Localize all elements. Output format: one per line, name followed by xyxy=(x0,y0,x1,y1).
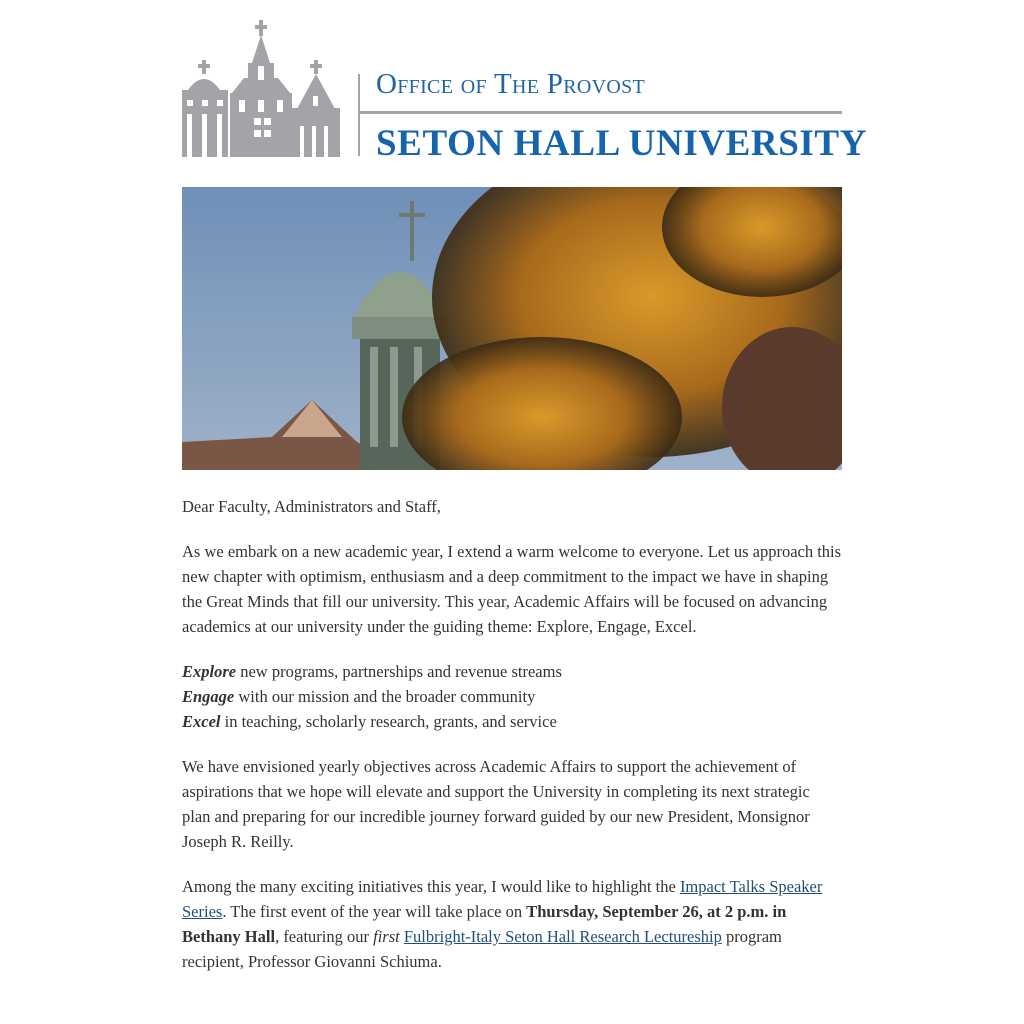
campus-chapel-photo xyxy=(182,187,842,470)
theme-explore: Explore new programs, partnerships and revenue streams xyxy=(182,662,562,681)
theme-engage: Engage with our mission and the broader community xyxy=(182,687,536,706)
provost-logo xyxy=(182,18,868,164)
theme-excel: Excel in teaching, scholarly research, grants, and service xyxy=(182,712,557,731)
greeting: Dear Faculty, Administrators and Staff, xyxy=(182,497,441,516)
objectives-paragraph: We have envisioned yearly objectives across Academic Affairs to support the achievement of aspirations that we hope will elevate and support the University in completing its next strategic plan and preparing for our incredible journey forward guided by our new President, Monsignor Joseph R. Reilly. xyxy=(182,757,810,851)
logo-divider xyxy=(358,74,360,156)
email-body xyxy=(182,494,842,994)
fulbright-lectureship-link[interactable]: Fulbright-Italy Seton Hall Research Lectureship xyxy=(403,927,722,946)
initiatives-paragraph: Among the many exciting initiatives this year, I would like to highlight the Impact Talks Speaker Series. The first event of the year will take place on Thursday, September 26, at 2 p.m. in Bethany Hall, featuring our first Fulbright-Italy Seton Hall Research Lectureship program recipient, Professor Giovanni Schiuma. xyxy=(182,877,823,971)
event-datetime: Thursday, September 26, at 2 p.m. in Bethany Hall xyxy=(182,902,787,946)
intro-paragraph: As we embark on a new academic year, I extend a warm welcome to everyone. Let us approach this new chapter with optimism, enthusiasm and a deep commitment to the impact we have in shaping the Great Minds that fill our university. This year, Academic Affairs will be focused on advancing academics at our university under the guiding theme: Explore, Engage, Excel. xyxy=(182,542,842,636)
impact-talks-link[interactable]: Impact Talks Speaker Series xyxy=(182,877,823,921)
themes-list xyxy=(182,659,842,734)
logo-rule xyxy=(360,111,842,114)
seton-hall-university-text: SETON HALL UNIVERSITY xyxy=(376,123,868,164)
office-of-the-provost-text: Office of The Provost xyxy=(376,68,646,100)
university-building-icon xyxy=(182,18,352,160)
